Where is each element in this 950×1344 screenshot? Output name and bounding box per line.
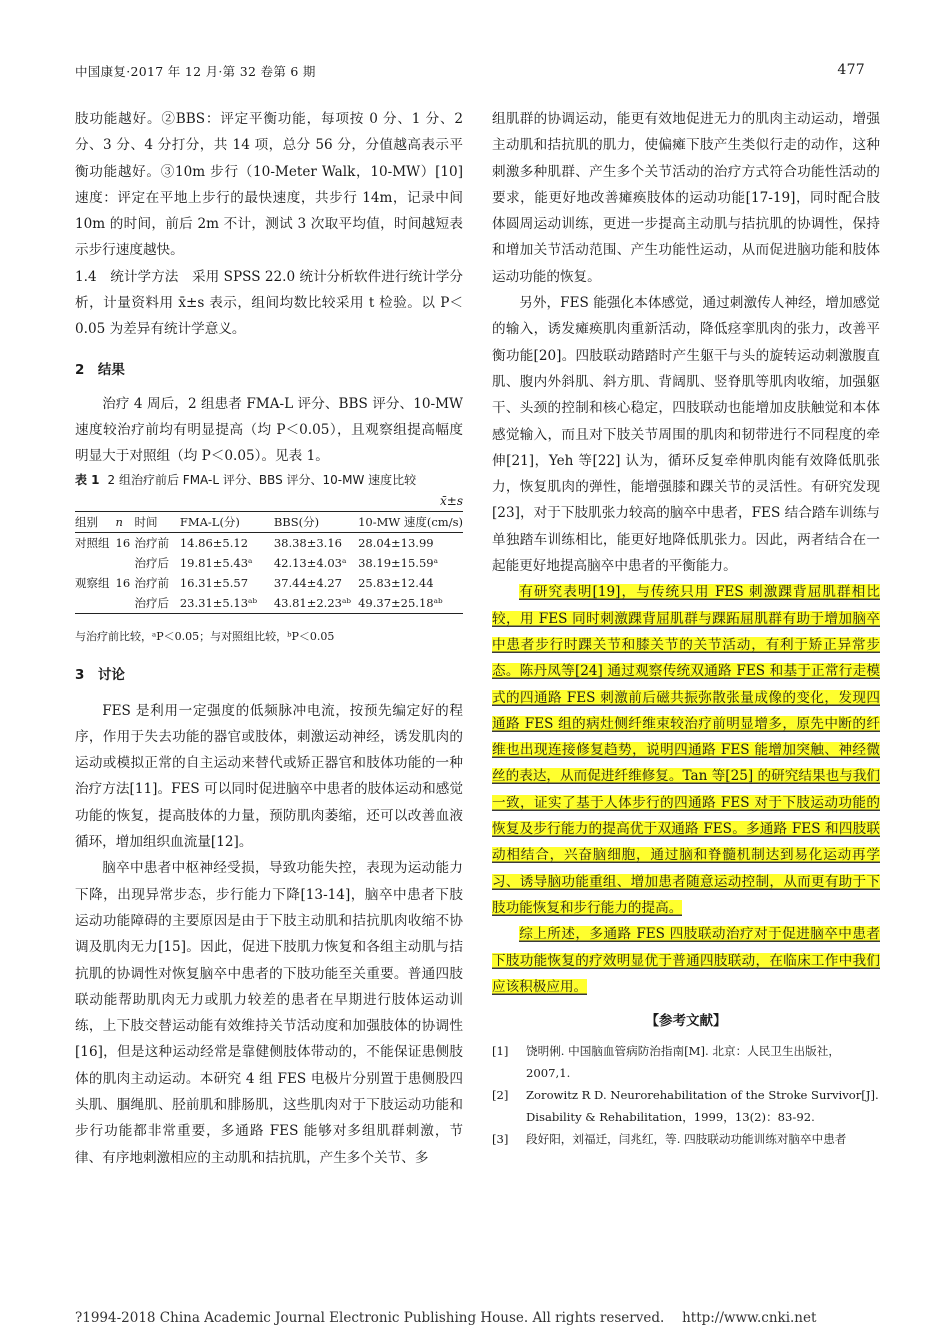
table-cell: 治疗后 (134, 555, 169, 570)
right-column (492, 106, 880, 1150)
table-caption (75, 470, 463, 491)
conclusion-paragraph (492, 921, 880, 1000)
table-cell: 16.31±5.57 (179, 575, 249, 590)
reference-item (492, 1084, 880, 1128)
highlighted-paragraph (492, 579, 880, 921)
table-cell: 16 (115, 575, 131, 590)
discussion-paragraph: 脑卒中患者中枢神经受损，导致功能失控，表现为运动能力下降，出现异常步态，步行能力下降[13-14]，脑卒中患者下肢运动功能障碍的主要原因是由于下肢主动肌和拮抗肌肉收缩不协调及肌肉无力[15]。因此，促进下肢肌力恢复和各组主动肌与拮抗肌的协调性对恢复脑卒中患者的下肢功能至关重要。普通四肢联动能帮助肌肉无力或肌力较差的患者在早期进行肢体运动训练，上下肢交替运动能有效维持关节活动度和加强肢体的协调性[16]，但是这种运动经常是靠健侧肢体带动的，不能保证患侧肢体的肌肉主动运动。本研究 4 组 FES 电极片分别置于患侧股四头肌、腘绳肌、胫前肌和腓肠肌，这些肌肉对于下肢运动功能和步行功能都非常重要，多通路 FES 能够对多组肌群刺激，节律、有序地刺激相应的主动肌和拮抗肌，产生多个关节、多 (75, 860, 463, 1166)
reference-text: 段好阳，刘福迁，闫兆红，等. 四肢联动功能训练对脑卒中患者 (526, 1132, 847, 1147)
references-heading: 【参考文献】 (645, 1013, 727, 1030)
highlight-mark: 综上所述，多通路 FES 四肢联动治疗对于促进脑卒中患者下肢功能恢复的疗效明显优于普通四肢联动，在临床工作中我们应该积极应用。 (492, 926, 880, 995)
table-cell: 38.19±15.59ᵃ (358, 555, 439, 570)
methods-paragraph: 肢功能越好。②BBS：评定平衡功能，每项按 0 分、1 分、2 分、3 分、4 分打分，共 14 项，总分 56 分，分值越高表示平衡功能越好。③10m 步行（10-Meter Walk，10-MW）[10] 速度：评定在平地上步行的最快速度，共步行 14m，记录中间 10m 的时间，前后 2m 不计，测试 3 次取平均值，时间越短表示步行速度越快。 (75, 111, 463, 259)
table-row (75, 532, 463, 553)
section-2-heading: 2 结果 (75, 361, 125, 378)
table-label: 表 1 (75, 472, 100, 487)
reference-item (492, 1040, 880, 1084)
table-cell (116, 593, 135, 614)
table-cell: 38.38±3.16 (273, 535, 342, 550)
table-cell: 37.44±4.27 (273, 575, 342, 590)
results-paragraph: 治疗 4 周后，2 组患者 FMA-L 评分、BBS 评分、10-MW 速度较治疗前均有明显提高（均 P＜0.05），且观察组提高幅度明显大于对照组（均 P＜0.05）。见表 1。 (75, 395, 463, 465)
statistics-paragraph: 1.4 统计学方法 采用 SPSS 22.0 统计分析软件进行统计学分析，计量资料用 x̄±s 表示，组间均数比较采用 t 检验。以 P＜0.05 为差异有统计学意义。 (75, 268, 463, 338)
reference-text: Zorowitz R D. Neurorehabilitation of the Stroke Survivor[J]. Disability & Rehabilitation，1999，13(2)：83-92. (526, 1088, 879, 1125)
table-row (75, 553, 463, 573)
header-cell: 10-MW 速度(cm/s) (358, 514, 463, 529)
results-table (75, 511, 463, 614)
table-cell: 43.81±2.23ᵃᵇ (273, 595, 352, 610)
table-cell: 19.81±5.43ᵃ (179, 555, 253, 570)
reference-text: 饶明俐. 中国脑血管病防治指南[M]. 北京：人民卫生出版社，2007,1. (526, 1044, 840, 1081)
table-cell (75, 553, 116, 573)
header-cell: 组别 (75, 514, 98, 529)
header-cell: BBS(分) (273, 514, 320, 529)
table-cell: 对照组 (75, 535, 110, 550)
table-cell: 25.83±12.44 (358, 575, 434, 590)
reference-item (492, 1128, 880, 1150)
table-note: 与治疗前比较，ᵃP＜0.05；与对照组比较，ᵇP＜0.05 (75, 629, 335, 643)
table-cell: 观察组 (75, 575, 110, 590)
journal-info: 中国康复·2017 年 12 月·第 32 卷第 6 期 (75, 64, 316, 79)
running-header (75, 62, 865, 82)
discussion-paragraph: 另外，FES 能强化本体感觉，通过刺激传人神经，增加感觉的输入，诱发瘫痪肌肉重新活动，降低痉挛肌肉的张力，改善平衡功能[20]。四肢联动踏踏时产生躯干与头的旋转运动刺激腹直肌、腹内外斜肌、斜方肌、背阔肌、竖脊肌等肌肉收缩，加强躯干、头颈的控制和核心稳定，四肢联动也能增加皮肤触觉和本体感觉输入，而且对下肢关节周围的肌肉和韧带进行不同程度的牵伸[21]，Yeh 等[22] 认为，循环反复牵伸肌肉能有效降低肌张力，恢复肌肉的弹性，能增强膝和踝关节的灵活性。有研究发现[23]，对于下肢肌张力较高的脑卒中患者，FES 结合踏车训练与单独踏车训练相比，能更好地降低肌张力。因此，两者结合在一起能更好地提高脑卒中患者的平衡能力。 (492, 295, 880, 575)
table-cell: 治疗前 (134, 575, 169, 590)
table-unit: x̄±s (440, 493, 463, 508)
table-cell (75, 593, 116, 614)
table-cell (116, 553, 135, 573)
reference-number: [3] (492, 1132, 509, 1147)
header-cell: 时间 (134, 514, 158, 529)
reference-number: [2] (492, 1088, 509, 1103)
header-cell: FMA-L(分) (179, 514, 240, 529)
table-cell: 治疗前 (134, 535, 169, 550)
table-cell: 23.31±5.13ᵃᵇ (179, 595, 258, 610)
header-cell: n (115, 514, 123, 529)
reference-number: [1] (492, 1044, 509, 1059)
table-cell: 治疗后 (134, 595, 169, 610)
table-cell: 14.86±5.12 (179, 535, 249, 550)
table-row (75, 573, 463, 593)
left-column (75, 106, 463, 1171)
table-header-row (75, 511, 463, 532)
highlight-mark: 有研究表明[19]，与传统只用 FES 刺激踝背屈肌群相比较，用 FES 同时刺激踝背屈肌群与踝跖屈肌群有助于增加脑卒中患者步行时踝关节和膝关节的关节活动，有利于矫正异常步态。陈丹凤等[24] 通过观察传统双通路 FES 和基于正常行走模式的四通路 FES 刺激前后磁共振弥散张量成像的变化，发现四通路 FES 组的病灶侧纤维束较治疗前明显增多，原先中断的纤维也出现连接修复趋势，说明四通路 FES 能增加突触、神经微丝的表达，从而促进纤维修复。Tan 等[25] 的研究结果也与我们一致，证实了基于人体步行的四通路 FES 对于下肢运动功能的恢复及步行能力的提高优于双通路 FES。多通路 FES 和四肢联动相结合，兴奋脑细胞，通过脑和脊髓机制达到易化运动再学习、诱导脑功能重组、增加患者随意运动控制，从而更有助于下肢功能恢复和步行能力的提高。 (492, 584, 880, 916)
table-cell: 42.13±4.03ᵃ (273, 555, 347, 570)
table-cell: 28.04±13.99 (358, 535, 434, 550)
section-3-heading: 3 讨论 (75, 666, 125, 683)
discussion-paragraph: FES 是利用一定强度的低频脉冲电流，按预先编定好的程序，作用于失去功能的器官或肢体，刺激运动神经，诱发肌肉的运动或模拟正常的自主运动来替代或矫正器官和肢体功能的一种治疗方法[11]。FES 可以同时促进脑卒中患者的肢体运动和感觉功能的恢复，提高肢体的力量，预防肌肉萎缩，还可以改善血液循环，增加组织血流量[12]。 (75, 702, 463, 851)
page-number: 477 (837, 62, 865, 78)
table-cell: 49.37±25.18ᵃᵇ (358, 595, 443, 610)
table-title: 2 组治疗前后 FMA-L 评分、BBS 评分、10-MW 速度比较 (107, 472, 417, 487)
discussion-paragraph: 组肌群的协调运动，能更有效地促进无力的肌肉主动运动，增强主动肌和拮抗肌的肌力，使偏瘫下肢产生类似行走的动作，这种刺激多种肌群、产生多个关节活动的治疗方式符合功能性活动的要求，能更好地改善瘫痪肢体的运动功能[17-19]，同时配合肢体圆周运动训练，更进一步提高主动肌与拮抗肌的协调性，保持和增加关节活动范围、产生功能性运动，从而促进脑功能和肢体运动功能的恢复。 (492, 111, 880, 285)
table-cell: 16 (115, 535, 131, 550)
table-row (75, 593, 463, 614)
reference-list (492, 1040, 880, 1150)
copyright-footer: ?1994-2018 China Academic Journal Electronic Publishing House. All rights reserved. http://www.cnki.net (75, 1310, 817, 1326)
